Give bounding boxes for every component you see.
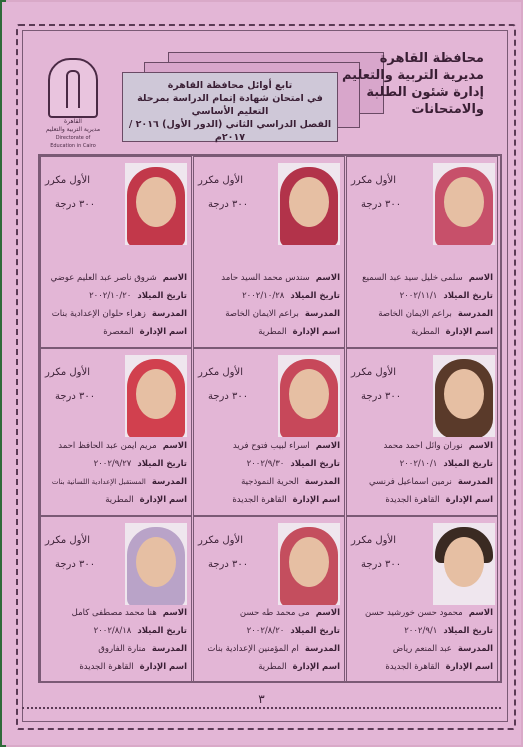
score-label: ٣٠٠ درجة xyxy=(55,559,96,570)
student-dob: ٢٠٠٢/٨/٢٠ xyxy=(246,626,285,636)
student-school: المستقبل الإعدادية اللسانية بنات xyxy=(51,478,146,486)
student-name: نوران وائل احمد محمد xyxy=(383,441,463,451)
student-card xyxy=(40,348,192,516)
header xyxy=(36,36,492,148)
rank-label: الأول مكرر xyxy=(351,175,396,186)
bottom-divider xyxy=(22,707,501,709)
student-card xyxy=(346,156,498,348)
score-label: ٣٠٠ درجة xyxy=(208,559,249,570)
student-photo xyxy=(125,163,187,245)
student-dob: ٢٠٠٢/٨/١٨ xyxy=(93,626,132,636)
score-label: ٣٠٠ درجة xyxy=(55,391,96,402)
student-card xyxy=(346,348,498,516)
name-key: الاسم xyxy=(468,273,493,283)
student-admin: القاهرة الجديدة xyxy=(385,495,440,505)
student-name: سندس محمد السيد حامد xyxy=(221,273,310,283)
student-admin: المطرية xyxy=(258,327,287,337)
school-key: المدرسة xyxy=(151,309,187,319)
score-label: ٣٠٠ درجة xyxy=(361,199,402,210)
rank-label: الأول مكرر xyxy=(351,367,396,378)
dob-key: تاريخ الميلاد xyxy=(137,626,187,636)
school-key: المدرسة xyxy=(457,644,493,654)
name-key: الاسم xyxy=(315,441,340,451)
score-label: ٣٠٠ درجة xyxy=(361,559,402,570)
student-card xyxy=(346,516,498,683)
student-dob: ٢٠٠٢/٩/١ xyxy=(404,626,438,636)
student-school: عبد المنعم رياض xyxy=(392,644,452,654)
dob-key: تاريخ الميلاد xyxy=(137,459,187,469)
organization-block xyxy=(314,50,484,118)
name-key: الاسم xyxy=(315,273,340,283)
admin-key: اسم الإدارة xyxy=(445,495,493,505)
admin-key: اسم الإدارة xyxy=(139,662,187,672)
student-photo xyxy=(125,523,187,605)
name-key: الاسم xyxy=(162,608,187,618)
student-school: زهراء حلوان الإعدادية بنات xyxy=(51,309,146,319)
student-card xyxy=(40,156,192,348)
admin-key: اسم الإدارة xyxy=(445,327,493,337)
dob-key: تاريخ الميلاد xyxy=(290,459,340,469)
rank-label: الأول مكرر xyxy=(198,175,243,186)
student-dob: ٢٠٠٢/١٠/١ xyxy=(399,459,438,469)
logo-text-3: Directorate of Education in Cairo xyxy=(50,135,96,149)
admin-key: اسم الإدارة xyxy=(292,495,340,505)
name-key: الاسم xyxy=(468,608,493,618)
student-name: اسراء لبيب فتوح فريد xyxy=(232,441,310,451)
student-card xyxy=(193,156,345,348)
student-admin: المطرية xyxy=(105,495,134,505)
logo-text-1: القاهرة xyxy=(64,118,82,125)
notice-card xyxy=(122,72,338,142)
governorate-title: محافظة القاهرة xyxy=(379,51,484,66)
student-school: ام المؤمنين الإعدادية بنات xyxy=(207,644,299,654)
student-admin: المعصرة xyxy=(103,327,134,337)
student-card xyxy=(193,516,345,683)
dob-key: تاريخ الميلاد xyxy=(290,626,340,636)
student-dob: ٢٠٠٢/١٠/٢٨ xyxy=(242,291,285,301)
admin-key: اسم الإدارة xyxy=(139,495,187,505)
name-key: الاسم xyxy=(315,608,340,618)
name-key: الاسم xyxy=(162,273,187,283)
student-admin: القاهرة الجديدة xyxy=(385,662,440,672)
score-label: ٣٠٠ درجة xyxy=(208,391,249,402)
student-name: مى محمد طه حسن xyxy=(239,608,310,618)
rank-label: الأول مكرر xyxy=(351,535,396,546)
score-label: ٣٠٠ درجة xyxy=(55,199,96,210)
student-photo xyxy=(433,523,495,605)
dob-key: تاريخ الميلاد xyxy=(137,291,187,301)
directorate-title: مديرية التربية والتعليم xyxy=(341,68,484,83)
student-school: الحرية النموذجية xyxy=(241,477,299,487)
student-name: شروق ناصر عبد العليم عوضي xyxy=(50,273,157,283)
student-card xyxy=(193,348,345,516)
admin-key: اسم الإدارة xyxy=(292,662,340,672)
rank-label: الأول مكرر xyxy=(198,367,243,378)
score-label: ٣٠٠ درجة xyxy=(208,199,249,210)
logo-text-2: مديرية التربية والتعليم xyxy=(45,126,101,133)
student-photo xyxy=(278,523,340,605)
student-admin: القاهرة الجديدة xyxy=(232,495,287,505)
admin-key: اسم الإدارة xyxy=(445,662,493,672)
page-number: ٣ xyxy=(258,692,265,706)
student-name: هنا محمد مصطفى كامل xyxy=(71,608,157,618)
student-photo xyxy=(433,355,495,437)
school-key: المدرسة xyxy=(304,644,340,654)
student-school: براعم الايمان الخاصة xyxy=(378,309,452,319)
student-photo xyxy=(433,163,495,245)
score-label: ٣٠٠ درجة xyxy=(361,391,402,402)
school-key: المدرسة xyxy=(304,309,340,319)
rank-label: الأول مكرر xyxy=(45,367,90,378)
students-grid xyxy=(38,154,502,683)
admin-key: اسم الإدارة xyxy=(139,327,187,337)
student-school: نرمين اسماعيل فرنسي xyxy=(368,477,452,487)
student-dob: ٢٠٠٢/٩/٣٠ xyxy=(246,459,285,469)
school-key: المدرسة xyxy=(457,477,493,487)
student-school: براعم الايمان الخاصة xyxy=(225,309,299,319)
logo xyxy=(44,58,102,149)
dob-key: تاريخ الميلاد xyxy=(443,291,493,301)
school-key: المدرسة xyxy=(151,644,187,654)
school-key: المدرسة xyxy=(457,309,493,319)
name-key: الاسم xyxy=(468,441,493,451)
school-key: المدرسة xyxy=(151,477,187,487)
student-name: محمود حسن خورشيد حسن xyxy=(364,608,463,618)
rank-label: الأول مكرر xyxy=(45,535,90,546)
student-school: منارة الفاروق xyxy=(98,644,146,654)
name-key: الاسم xyxy=(162,441,187,451)
admin-key: اسم الإدارة xyxy=(292,327,340,337)
rank-label: الأول مكرر xyxy=(45,175,90,186)
student-dob: ٢٠٠٢/٩/٢٧ xyxy=(93,459,132,469)
student-admin: القاهرة الجديدة xyxy=(79,662,134,672)
school-key: المدرسة xyxy=(304,477,340,487)
student-dob: ٢٠٠٢/١١/١ xyxy=(399,291,438,301)
cairo-logo-icon xyxy=(48,58,98,118)
student-name: مريم ايمن عبد الحافظ احمد xyxy=(58,441,157,451)
student-name: سلمى خليل سيد عبد السميع xyxy=(362,273,463,283)
notice-line-3: الفصل الدراسي الثاني (الدور الأول) ٢٠١٦ / ٢٠١٧م xyxy=(128,119,332,143)
student-photo xyxy=(278,163,340,245)
student-card xyxy=(40,516,192,683)
rank-label: الأول مكرر xyxy=(198,535,243,546)
dob-key: تاريخ الميلاد xyxy=(443,459,493,469)
dob-key: تاريخ الميلاد xyxy=(290,291,340,301)
notice-line-1: تابع أوائل محافظة القاهرة xyxy=(167,80,293,91)
student-dob: ٢٠٠٢/١٠/٢٠ xyxy=(89,291,132,301)
student-admin: المطرية xyxy=(411,327,440,337)
student-photo xyxy=(278,355,340,437)
dob-key: تاريخ الميلاد xyxy=(443,626,493,636)
department-title: إدارة شئون الطلبة والامتحانات xyxy=(366,85,484,117)
student-admin: المطرية xyxy=(258,662,287,672)
notice-line-2: في امتحان شهادة إتمام الدراسة بمرحلة التعليم الأساسي xyxy=(137,93,323,117)
student-photo xyxy=(125,355,187,437)
